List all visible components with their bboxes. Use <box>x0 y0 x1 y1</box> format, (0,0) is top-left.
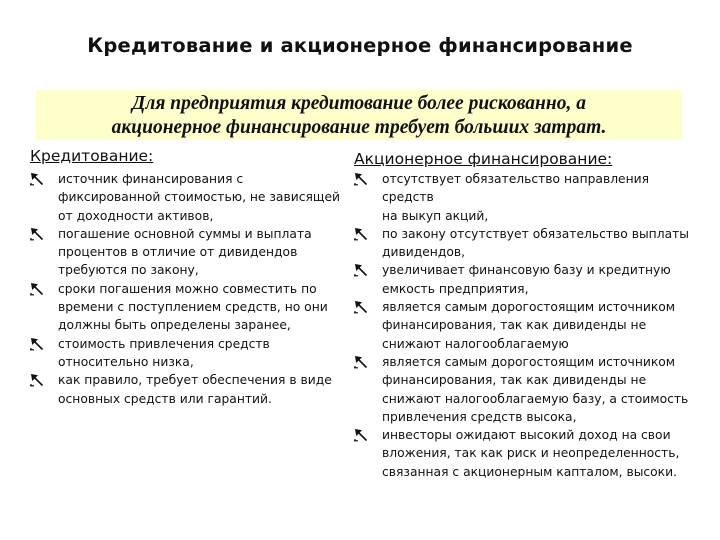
item-line: вложения, так как риск и неопределенность, <box>382 446 680 461</box>
arrow-up-left-icon <box>30 282 44 296</box>
arrow-up-left-icon <box>354 428 368 442</box>
item-line: привлечения средств высока, <box>382 409 577 424</box>
arrow-up-left-icon <box>30 337 44 351</box>
item-line: дивидендов, <box>382 245 466 260</box>
item-line: относительно низка, <box>58 354 194 369</box>
item-line: снижают налогооблагаемую <box>382 336 569 351</box>
list-item <box>354 225 694 262</box>
item-line: погашение основной суммы и выплата <box>58 226 312 241</box>
item-line: источник финансирования с <box>58 172 244 186</box>
item-line: емкость предприятия, <box>382 281 529 296</box>
item-line: является самым дорогостоящим источником <box>382 300 676 315</box>
list-item <box>30 280 350 335</box>
item-line: как правило, требует обеспечения в виде <box>58 373 332 388</box>
list-item <box>354 426 694 481</box>
item-line: увеличивает финансовую базу и кредитную <box>382 263 671 278</box>
list-item <box>30 225 350 280</box>
arrow-up-left-icon <box>354 355 368 369</box>
thesis-line: Для предприятия кредитование более рискованно, а <box>132 93 586 114</box>
credit-list <box>30 170 350 408</box>
list-item <box>354 170 694 225</box>
item-line: снижают налогооблагаемую базу, а стоимость <box>382 391 689 406</box>
item-line: связанная с акционерным капталом, высоки. <box>382 464 678 479</box>
arrow-up-left-icon <box>354 263 368 277</box>
item-line: сроки погашения можно совместить по <box>58 281 317 296</box>
arrow-up-left-icon <box>30 172 44 186</box>
item-line: процентов в отличие от дивидендов <box>58 245 298 260</box>
item-line: на выкуп акций, <box>382 208 489 223</box>
list-item <box>30 335 350 372</box>
thesis-line: акционерное финансирование требует больших затрат. <box>111 117 607 138</box>
item-line: должны быть определены заранее, <box>58 318 291 333</box>
arrow-up-left-icon <box>30 227 44 241</box>
credit-heading: Кредитование: <box>30 147 154 165</box>
list-item <box>354 261 694 298</box>
item-line: требуются по закону, <box>58 263 199 278</box>
equity-list <box>354 170 694 481</box>
item-line: является самым дорогостоящим источником <box>382 354 676 369</box>
thesis-box <box>36 90 682 140</box>
list-item <box>30 170 350 225</box>
item-line: фиксированной стоимостью, не зависящей <box>58 190 341 205</box>
arrow-up-left-icon <box>354 172 368 186</box>
item-line: по закону отсутствует обязательство выплаты <box>382 226 689 241</box>
list-item <box>354 353 694 426</box>
list-item <box>354 298 694 353</box>
item-line: финансирования, так как дивиденды не <box>382 318 647 333</box>
item-line: времени с поступлением средств, но они <box>58 300 328 315</box>
item-line: от доходности активов, <box>58 208 214 223</box>
equity-heading: Акционерное финансирование: <box>354 150 613 168</box>
arrow-up-left-icon <box>30 373 44 387</box>
item-line: отсутствует обязательство направления средств <box>382 172 650 205</box>
arrow-up-left-icon <box>354 227 368 241</box>
arrow-up-left-icon <box>354 300 368 314</box>
slide-title: Кредитование и акционерное финансирование <box>87 34 633 57</box>
item-line: финансирования, так как дивиденды не <box>382 373 647 388</box>
list-item <box>30 371 350 408</box>
item-line: инвесторы ожидают высокий доход на свои <box>382 428 671 443</box>
item-line: стоимость привлечения средств <box>58 336 270 351</box>
item-line: основных средств или гарантий. <box>58 391 272 406</box>
